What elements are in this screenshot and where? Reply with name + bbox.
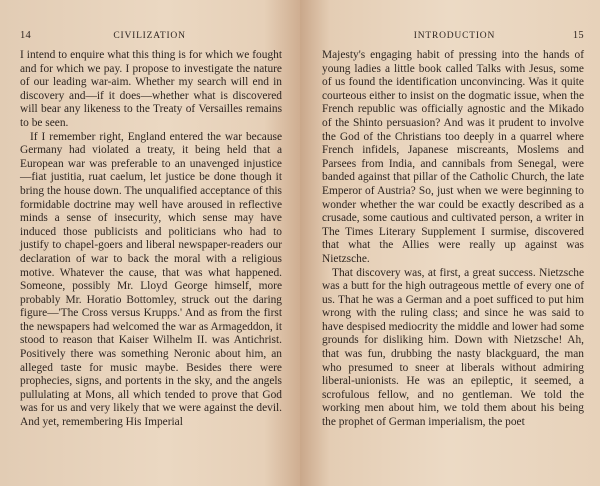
paragraph: I intend to enquire what this thing is for which we fought and for which we pay. I propose to investigate the nature of our leading war-aim. Whether my search will end in discovery and—if it does—whether what is discovered will bear any likeness to the Treaty of Versailles remains to be seen.: [20, 49, 282, 129]
paragraph: Majesty's engaging habit of pressing into the hands of young ladies a little book called Talks with Jesus, some of us found the identification unconvincing. Was it quite courteous either to insist on the dogmatic issue, when the French republic was officially agnostic and the Mikado of the Shinto persuasion? And was it prudent to involve the God of the Christians too deeply in a quarrel where French infidels, Japanese miscreants, Moslems and Parsees from India, and cannibals from Senegal, were banded against that pillar of the Catholic Church, the late Emperor of Austria? So, just when we were beginning to wonder whether the war could be exactly described as a crusade, some cautious and cultivated person, a writer in The Times Literary Supplement I surmise, discovered that what the Allies were really up against was Nietzsche.: [322, 49, 584, 265]
right-running-head: [322, 30, 584, 41]
running-title-left: CIVILIZATION: [113, 31, 186, 41]
running-title-right: INTRODUCTION: [413, 31, 496, 41]
right-page: [300, 0, 600, 486]
paragraph: If I remember right, England entered the war because Germany had violated a treaty, it being held that a European war was preferable to an unavenged injustice—fiat justitia, ruat caelum, let justice be done though it bring the house down. The unqualified acceptance of this formidable doctrine may well have aroused in reflective minds a sense of insecurity, which sense may have induced those publicists and politicians who had to justify to chapel-goers and liberal newspaper-readers our declaration of war to back the moral with a religious motive. Whatever the cause, that was what happened. Someone, possibly Mr. Lloyd George himself, more probably Mr. Horatio Bottomley, struck out the daring figure—'The Cross versus Krupps.' And as from the first the newspapers had welcomed the war as Armageddon, it stood to reason that Kaiser Wilhelm II. was Antichrist. Positively there was something Neronic about him, an alleged taste for music maybe. Besides there were prophecies, signs, and portents in the sky, and the angels pullulating at Mons, all which tended to prove that God was for us and very likely that we were against the devil. And yet, remembering His Imperial: [20, 130, 282, 429]
page-number-right: 15: [572, 30, 584, 41]
right-page-body: [322, 49, 584, 430]
paragraph: That discovery was, at first, a great success. Nietzsche was a butt for the high outrageous mettle of every one of us. That he was a German and a poet sufficed to put him wrong with the ruling class; and since he was said to have despised mediocrity the middle and lower had some grounds for disliking him. Down with Nietzsche! Ah, that was fun, drubbing the nasty blackguard, the man who presumed to sneer at liberals without admiring liberal-unionists. He was an epileptic, it seemed, a scrofulous fellow, and no gentleman. We told the working men about him, we told them about his being the prophet of German imperialism, the poet: [322, 266, 584, 429]
left-running-head: [20, 30, 282, 41]
page-number-left: 14: [20, 30, 32, 41]
left-page-body: [20, 49, 282, 430]
